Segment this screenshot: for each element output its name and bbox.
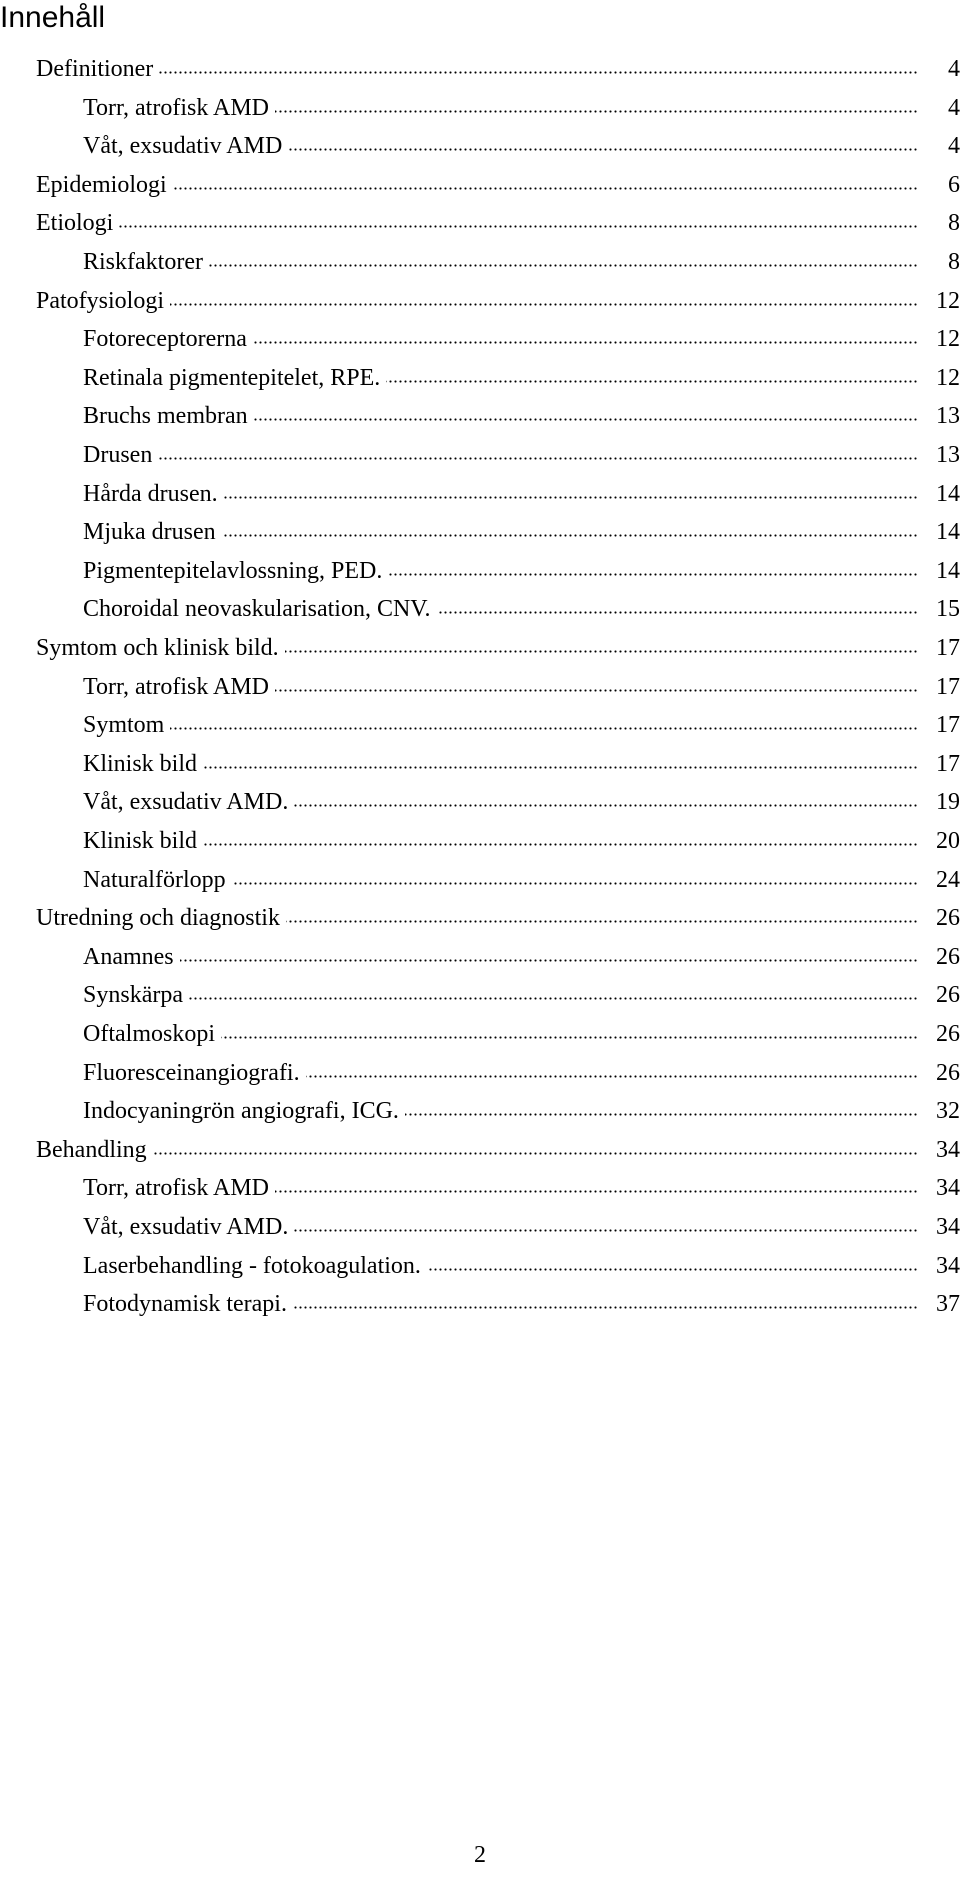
toc-entry-page: 19 xyxy=(920,783,960,821)
toc-entry-page: 15 xyxy=(920,590,960,628)
page-heading: Innehåll xyxy=(0,1,106,34)
toc-entry-title: Våt, exsudativ AMD xyxy=(83,127,284,165)
toc-entry-page: 26 xyxy=(920,899,960,937)
toc-entry-title: Mjuka drusen xyxy=(83,513,218,551)
toc-leader-dots xyxy=(386,380,918,383)
toc-entry[interactable] xyxy=(0,706,960,744)
toc-entry-title: Klinisk bild xyxy=(83,822,199,860)
toc-leader-dots xyxy=(253,341,918,344)
toc-leader-dots xyxy=(222,534,918,537)
toc-entry-page: 13 xyxy=(920,436,960,474)
toc-entry-page: 34 xyxy=(920,1247,960,1285)
toc-entry-title: Klinisk bild xyxy=(83,745,199,783)
toc-entry-title: Våt, exsudativ AMD. xyxy=(83,783,290,821)
toc-entry[interactable] xyxy=(0,899,960,937)
toc-entry-title: Laserbehandling - fotokoagulation. xyxy=(83,1247,423,1285)
toc-leader-dots xyxy=(288,148,918,151)
toc-entry[interactable] xyxy=(0,938,960,976)
toc-entry-page: 34 xyxy=(920,1208,960,1246)
toc-entry[interactable] xyxy=(0,668,960,706)
toc-entry[interactable] xyxy=(0,1169,960,1207)
toc-entry-page: 17 xyxy=(920,629,960,667)
toc-entry[interactable] xyxy=(0,1285,960,1323)
toc-entry[interactable] xyxy=(0,397,960,435)
toc-entry-page: 4 xyxy=(920,50,960,88)
toc-leader-dots xyxy=(294,804,918,807)
toc-leader-dots xyxy=(437,611,918,614)
toc-entry-page: 24 xyxy=(920,861,960,899)
toc-leader-dots xyxy=(232,882,918,885)
toc-entry-title: Fotoreceptorerna xyxy=(83,320,249,358)
toc-entry[interactable] xyxy=(0,204,960,242)
toc-entry-page: 12 xyxy=(920,282,960,320)
toc-entry-title: Riskfaktorer xyxy=(83,243,205,281)
toc-entry-title: Symtom xyxy=(83,706,166,744)
toc-entry[interactable] xyxy=(0,590,960,628)
toc-entry-title: Torr, atrofisk AMD xyxy=(83,89,271,127)
toc-entry-title: Naturalförlopp xyxy=(83,861,228,899)
toc-entry-page: 26 xyxy=(920,1015,960,1053)
toc-leader-dots xyxy=(159,71,918,74)
toc-entry-page: 17 xyxy=(920,706,960,744)
toc-entry[interactable] xyxy=(0,282,960,320)
toc-entry-title: Pigmentepitelavlossning, PED. xyxy=(83,552,384,590)
toc-leader-dots xyxy=(427,1268,918,1271)
toc-leader-dots xyxy=(189,997,918,1000)
toc-entry-title: Indocyaningrön angiografi, ICG. xyxy=(83,1092,401,1130)
toc-entry-page: 4 xyxy=(920,127,960,165)
toc-leader-dots xyxy=(254,418,918,421)
toc-entry-page: 14 xyxy=(920,552,960,590)
toc-entry[interactable] xyxy=(0,436,960,474)
toc-entry-page: 26 xyxy=(920,976,960,1014)
toc-entry-page: 12 xyxy=(920,320,960,358)
toc-entry[interactable] xyxy=(0,89,960,127)
toc-entry-title: Oftalmoskopi xyxy=(83,1015,217,1053)
toc-leader-dots xyxy=(119,225,918,228)
toc-entry-page: 13 xyxy=(920,397,960,435)
toc-entry[interactable] xyxy=(0,243,960,281)
toc-entry[interactable] xyxy=(0,783,960,821)
toc-entry[interactable] xyxy=(0,552,960,590)
toc-entry-title: Torr, atrofisk AMD xyxy=(83,668,271,706)
toc-entry[interactable] xyxy=(0,1054,960,1092)
toc-entry-page: 14 xyxy=(920,475,960,513)
toc-leader-dots xyxy=(293,1306,918,1309)
toc-leader-dots xyxy=(405,1113,918,1116)
toc-entry[interactable] xyxy=(0,475,960,513)
toc-entry-page: 14 xyxy=(920,513,960,551)
toc-entry-title: Etiologi xyxy=(36,204,115,242)
toc-entry-title: Synskärpa xyxy=(83,976,185,1014)
toc-leader-dots xyxy=(306,1075,918,1078)
toc-entry[interactable] xyxy=(0,127,960,165)
page-number: 2 xyxy=(474,1842,486,1868)
toc-entry-title: Fluoresceinangiografi. xyxy=(83,1054,302,1092)
toc-leader-dots xyxy=(275,1190,918,1193)
toc-leader-dots xyxy=(275,689,918,692)
toc-leader-dots xyxy=(221,1036,918,1039)
toc-entry-page: 17 xyxy=(920,745,960,783)
toc-leader-dots xyxy=(224,496,918,499)
toc-entry-page: 17 xyxy=(920,668,960,706)
toc-entry-title: Symtom och klinisk bild. xyxy=(36,629,281,667)
toc-entry[interactable] xyxy=(0,976,960,1014)
toc-entry-title: Hårda drusen. xyxy=(83,475,220,513)
toc-entry-title: Drusen xyxy=(83,436,154,474)
toc-entry-page: 4 xyxy=(920,89,960,127)
toc-entry-title: Retinala pigmentepitelet, RPE. xyxy=(83,359,382,397)
toc-entry-page: 20 xyxy=(920,822,960,860)
toc-entry[interactable] xyxy=(0,166,960,204)
toc-leader-dots xyxy=(294,1229,918,1232)
toc-entry[interactable] xyxy=(0,1208,960,1246)
toc-entry[interactable] xyxy=(0,320,960,358)
toc-entry-page: 12 xyxy=(920,359,960,397)
toc-entry-title: Choroidal neovaskularisation, CNV. xyxy=(83,590,433,628)
toc-entry-page: 26 xyxy=(920,938,960,976)
toc-entry-page: 6 xyxy=(920,166,960,204)
toc-entry-title: Utredning och diagnostik xyxy=(36,899,282,937)
toc-entry-page: 8 xyxy=(920,243,960,281)
toc-entry[interactable] xyxy=(0,822,960,860)
toc-entry-title: Fotodynamisk terapi. xyxy=(83,1285,289,1323)
toc-entry[interactable] xyxy=(0,1092,960,1130)
toc-leader-dots xyxy=(286,920,918,923)
toc-entry[interactable] xyxy=(0,1247,960,1285)
toc-leader-dots xyxy=(388,573,918,576)
toc-leader-dots xyxy=(153,1152,918,1155)
toc-entry-page: 34 xyxy=(920,1131,960,1169)
toc-entry[interactable] xyxy=(0,1015,960,1053)
toc-leader-dots xyxy=(209,264,918,267)
toc-leader-dots xyxy=(170,727,918,730)
toc-leader-dots xyxy=(158,457,918,460)
toc-entry[interactable] xyxy=(0,861,960,899)
toc-entry-page: 37 xyxy=(920,1285,960,1323)
toc-leader-dots xyxy=(180,959,918,962)
toc-entry-title: Patofysiologi xyxy=(36,282,166,320)
toc-leader-dots xyxy=(203,766,918,769)
toc-entry-title: Våt, exsudativ AMD. xyxy=(83,1208,290,1246)
toc-entry[interactable] xyxy=(0,513,960,551)
toc-entry-page: 8 xyxy=(920,204,960,242)
toc-leader-dots xyxy=(173,187,918,190)
toc-entry-title: Bruchs membran xyxy=(83,397,250,435)
toc-entry[interactable] xyxy=(0,1131,960,1169)
toc-entry[interactable] xyxy=(0,359,960,397)
toc-leader-dots xyxy=(203,843,918,846)
toc-entry-page: 32 xyxy=(920,1092,960,1130)
toc-leader-dots xyxy=(170,303,918,306)
toc-entry-title: Torr, atrofisk AMD xyxy=(83,1169,271,1207)
toc-entry-page: 34 xyxy=(920,1169,960,1207)
toc-entry-title: Definitioner xyxy=(36,50,155,88)
toc-entry[interactable] xyxy=(0,745,960,783)
toc-entry-page: 26 xyxy=(920,1054,960,1092)
toc-entry-title: Epidemiologi xyxy=(36,166,169,204)
toc-entry-title: Anamnes xyxy=(83,938,176,976)
toc-entry[interactable] xyxy=(0,629,960,667)
toc-entry-title: Behandling xyxy=(36,1131,149,1169)
toc-leader-dots xyxy=(275,110,918,113)
toc-entry[interactable] xyxy=(0,50,960,88)
toc-leader-dots xyxy=(285,650,918,653)
